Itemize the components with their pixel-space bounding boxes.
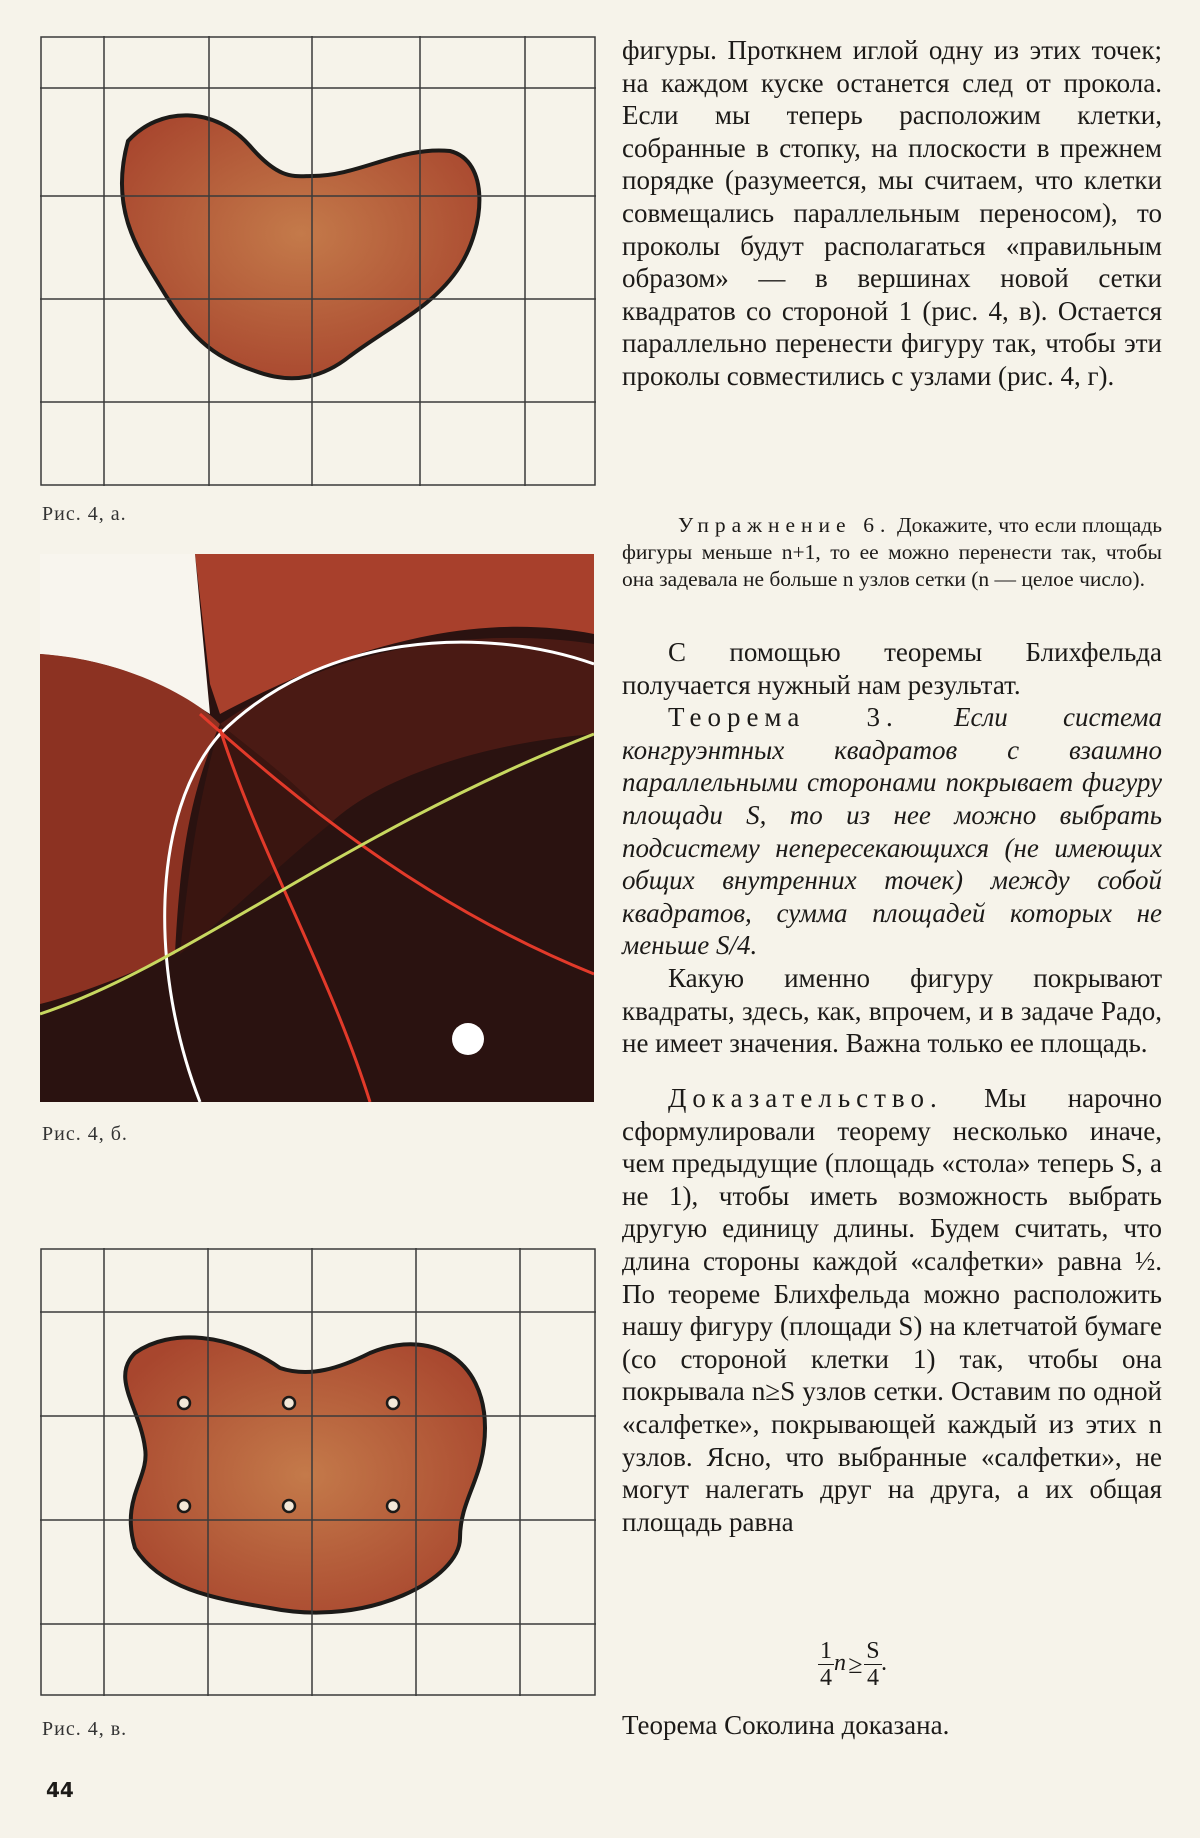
- figure-4b-dot: [452, 1023, 484, 1055]
- puncture-mark: [387, 1500, 399, 1512]
- figure-4a-drawing: [40, 36, 596, 486]
- text-block-2: [622, 636, 1162, 1060]
- puncture-mark: [283, 1500, 295, 1512]
- paragraph-2: С помощью теоремы Блихфельда получается нужный нам результат.: [622, 637, 1162, 700]
- figure-4a-caption: Рис. 4, а.: [42, 503, 127, 525]
- figure-4a-shape: [122, 115, 480, 378]
- puncture-mark: [387, 1397, 399, 1409]
- figure-4c-drawing: [40, 1248, 596, 1696]
- puncture-mark: [178, 1500, 190, 1512]
- figure-4b: [40, 554, 594, 1102]
- formula-num-1: 1: [820, 1638, 832, 1664]
- formula-den-1: 4: [820, 1665, 832, 1691]
- formula-den-2: 4: [866, 1665, 879, 1691]
- paragraph-1: фигуры. Проткнем иглой одну из этих точек; на каждом куске останется след от прокола. Если мы теперь расположим клетки, собранные в стопку, на плоскости в прежнем порядке (разумеется, мы считаем, что клетки совмещались параллельным переносом), то проколы будут располагаться «правильным образом» — в вершинах новой сетки квадратов со стороной 1 (рис. 4, в). Остается параллельно перенести фигуру так, чтобы эти проколы совместились с узлами (рис. 4, г).: [622, 35, 1162, 391]
- figure-4b-caption: Рис. 4, б.: [42, 1123, 128, 1145]
- text-block-1: [622, 34, 1162, 393]
- formula-var: n: [834, 1650, 846, 1677]
- formula-num-2: S: [866, 1638, 880, 1664]
- theorem-text: Если система конгруэнтных квадратов с взаимно параллельными сторонами покрывает фигуру площади S, то из нее можно выбрать подсистему непересекающихся (не имеющих общих внутренних точек) между собой квадратов, сумма площадей которых не меньше S/4.: [622, 702, 1162, 961]
- puncture-mark: [283, 1397, 295, 1409]
- puncture-mark: [178, 1397, 190, 1409]
- paragraph-3: Какую именно фигуру покрывают квадраты, здесь, как, впрочем, и в задаче Радо, не имеет значения. Важна только ее площадь.: [622, 962, 1162, 1059]
- page-number: 44: [46, 1778, 74, 1802]
- formula-relation: ≥: [848, 1649, 863, 1679]
- proof-text: Мы нарочно сформулировали теорему несколько иначе, чем предыдущие (площадь «стола» теперь S, а не 1), чтобы иметь возможность выбрать другую единицу длины. Будем считать, что длина стороны каждой «салфетки» равна ½. По теореме Блихфельда можно расположить нашу фигуру (площади S) на клетчатой бумаге (со стороной клетки 1) так, чтобы она покрывала n≥S узлов сетки. Оставим по одной «салфетке», покрывающей каждый из этих n узлов. Ясно, что выбранные «салфетки», не могут налегать друг на друга, а их общая площадь равна: [622, 1083, 1162, 1537]
- exercise-6: [622, 512, 1162, 593]
- formula: [818, 1638, 888, 1691]
- formula-end: .: [881, 1650, 888, 1677]
- figure-4a: [40, 36, 596, 486]
- exercise-text: Докажите, что если площадь фигуры меньше n+1, то ее можно перенести так, чтобы она задевала не больше n узлов сетки (n — целое число).: [622, 513, 1163, 591]
- proof-label: Доказательство.: [668, 1083, 943, 1113]
- figure-4c: [40, 1248, 596, 1696]
- exercise-label: Упражнение 6.: [678, 513, 892, 537]
- figure-4c-caption: Рис. 4, в.: [42, 1718, 128, 1740]
- figure-4c-shape: [125, 1337, 485, 1612]
- figure-4b-drawing: [40, 554, 594, 1102]
- final-statement: Теорема Соколина доказана.: [622, 1710, 950, 1740]
- theorem-label: Теорема 3.: [668, 702, 899, 733]
- text-block-3: [622, 1082, 1162, 1538]
